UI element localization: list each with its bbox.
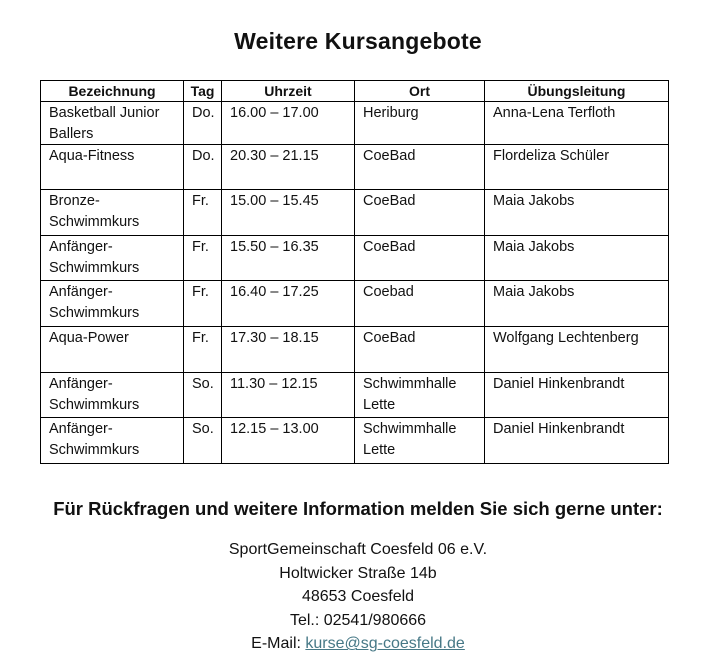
cell-uhrzeit: 20.30 – 21.15 [222, 145, 355, 190]
cell-uhrzeit: 11.30 – 12.15 [222, 373, 355, 418]
contact-block [0, 538, 716, 656]
header-ort: Ort [355, 81, 485, 102]
phone-number: Tel.: 02541/980666 [289, 611, 427, 629]
cell-bezeichnung: Aqua-Fitness [41, 145, 184, 190]
header-bezeichnung: Bezeichnung [41, 81, 184, 102]
cell-tag: Fr. [184, 327, 222, 373]
table-row [41, 327, 669, 373]
cell-tag: Fr. [184, 190, 222, 236]
cell-bezeichnung: Anfänger-Schwimmkurs [41, 236, 184, 281]
course-table [40, 80, 669, 464]
cell-uhrzeit: 15.50 – 16.35 [222, 236, 355, 281]
email-link[interactable]: kurse@sg-coesfeld.de [305, 635, 465, 653]
organization-name: SportGemeinschaft Coesfeld 06 e.V. [228, 541, 488, 558]
table-row [41, 373, 669, 418]
cell-tag: Do. [184, 145, 222, 190]
street-address: Holtwicker Straße 14b [279, 564, 437, 582]
table-row [41, 102, 669, 145]
cell-leitung: Flordeliza Schüler [485, 145, 669, 190]
cell-leitung: Maia Jakobs [485, 190, 669, 236]
cell-leitung: Wolfgang Lechtenberg [485, 327, 669, 373]
email-line [0, 632, 716, 656]
cell-bezeichnung: Aqua-Power [41, 327, 184, 373]
cell-leitung: Daniel Hinkenbrandt [485, 418, 669, 464]
contact-heading: Für Rückfragen und weitere Information melden Sie sich gerne unter: [53, 498, 663, 519]
cell-ort: Schwimmhalle Lette [355, 418, 485, 464]
cell-bezeichnung: Anfänger-Schwimmkurs [41, 418, 184, 464]
cell-uhrzeit: 16.00 – 17.00 [222, 102, 355, 145]
city-address: 48653 Coesfeld [301, 588, 415, 606]
table-row [41, 190, 669, 236]
cell-leitung: Anna-Lena Terfloth [485, 102, 669, 145]
cell-ort: Coebad [355, 281, 485, 327]
header-tag: Tag [184, 81, 222, 102]
cell-tag: Do. [184, 102, 222, 145]
header-uhrzeit: Uhrzeit [222, 81, 355, 102]
table-row [41, 281, 669, 327]
cell-leitung: Maia Jakobs [485, 236, 669, 281]
cell-tag: So. [184, 373, 222, 418]
cell-ort: Schwimmhalle Lette [355, 373, 485, 418]
cell-leitung: Maia Jakobs [485, 281, 669, 327]
cell-uhrzeit: 16.40 – 17.25 [222, 281, 355, 327]
table-row [41, 418, 669, 464]
table-row [41, 236, 669, 281]
cell-tag: Fr. [184, 281, 222, 327]
cell-ort: CoeBad [355, 190, 485, 236]
cell-ort: CoeBad [355, 145, 485, 190]
cell-bezeichnung: Bronze-Schwimmkurs [41, 190, 184, 236]
cell-uhrzeit: 17.30 – 18.15 [222, 327, 355, 373]
cell-tag: So. [184, 418, 222, 464]
cell-leitung: Daniel Hinkenbrandt [485, 373, 669, 418]
cell-bezeichnung: Anfänger-Schwimmkurs [41, 373, 184, 418]
cell-ort: Heriburg [355, 102, 485, 145]
cell-uhrzeit: 12.15 – 13.00 [222, 418, 355, 464]
table-header-row [41, 81, 669, 102]
page-title: Weitere Kursangebote [234, 28, 482, 54]
header-uebungsleitung: Übungsleitung [485, 81, 669, 102]
cell-bezeichnung: Basketball Junior Ballers [41, 102, 184, 145]
cell-bezeichnung: Anfänger-Schwimmkurs [41, 281, 184, 327]
email-label: E-Mail: [251, 635, 306, 653]
cell-ort: CoeBad [355, 236, 485, 281]
cell-tag: Fr. [184, 236, 222, 281]
table-row [41, 145, 669, 190]
cell-ort: CoeBad [355, 327, 485, 373]
cell-uhrzeit: 15.00 – 15.45 [222, 190, 355, 236]
